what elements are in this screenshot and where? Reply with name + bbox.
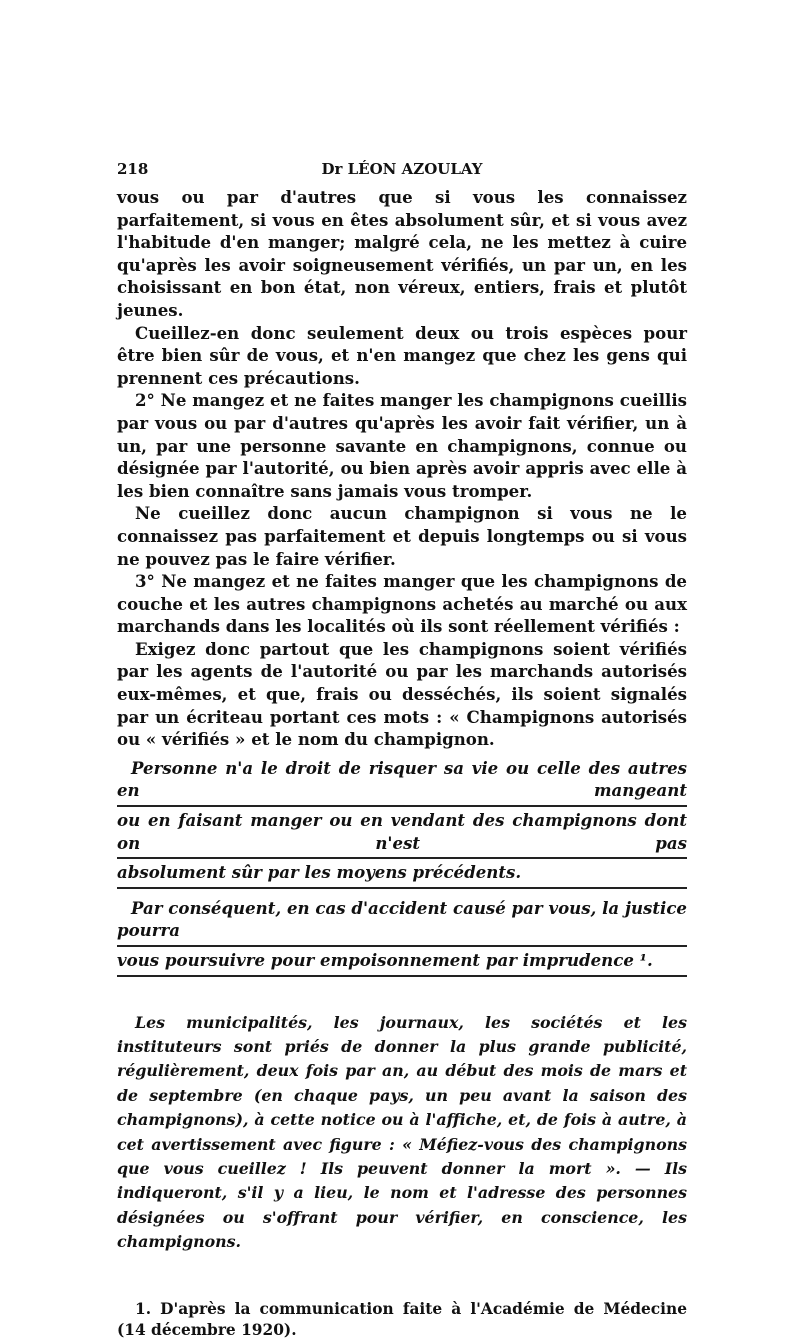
paragraph: Ne cueillez donc aucun champignon si vous ne le connaissez pas parfaitement et depuis longtemps ou si vous ne pouvez pas le faire vérifier.	[117, 503, 687, 569]
paragraph: Exigez donc partout que les champignons soient vérifiés par les agents de l'autorité ou par les marchands autorisés eux-mêmes, et que, frais ou desséchés, ils soient signalés par un écriteau portant ces mots : « Champignons autorisés ou « vérifiés » et le nom du champignon.	[117, 638, 687, 750]
footnote: 1. D'après la communication faite à l'Académie de Médecine (14 décembre 1920).	[117, 1299, 687, 1339]
book-page	[117, 150, 687, 1341]
paragraph-rule-2: 2° Ne mangez et ne faites manger les champignons cueillis par vous ou par d'autres qu'après les avoir fait vérifier, un à un, par une personne savante en champignons, connue ou désignée par l'autorité, ou bien après avoir appris avec elle à les bien connaître sans jamais vous tromper.	[117, 390, 687, 501]
publicity-notice: Les municipalités, les journaux, les sociétés et les instituteurs sont priés de donner la plus grande publicité, régulièrement, deux fois par an, au début des mois de mars et de septembre (en chaque pays, un peu avant la saison des champignons), à cette notice ou à l'affiche, et, de fois à autre, à cet avertissement avec figure : « Méfiez-vous des champignons que vous cueillez ! Ils peuvent donner la mort ». — Ils indiqueront, s'il y a lieu, le nom et l'adresse des personnes désignées ou s'offrant pour vérifier, en conscience, les champignons.	[117, 1012, 687, 1252]
paragraph: Cueillez-en donc seulement deux ou trois espèces pour être bien sûr de vous, et n'en mangez que chez les gens qui prennent ces précautions.	[117, 322, 687, 388]
paragraph-continuation: vous ou par d'autres que si vous les connaissez parfaitement, si vous en êtes absolument sûr, et si vous avez l'habitude d'en manger; malgré cela, ne les mettez à cuire qu'après les avoir soigneusement vérifiés, un par un, en les choisissant en bon état, non véreux, entiers, frais et plutôt jeunes.	[117, 187, 687, 320]
page-header	[117, 150, 687, 180]
warning-line: Personne n'a le droit de risquer sa vie ou celle des autres en mangeant	[117, 755, 687, 807]
page-number: 218	[117, 160, 149, 178]
underlined-warning	[117, 755, 687, 977]
running-title: Dr LÉON AZOULAY	[321, 160, 483, 178]
warning-line: Par conséquent, en cas d'accident causé par vous, la justice pourra	[117, 895, 687, 947]
warning-line: absolument sûr par les moyens précédents.	[117, 859, 687, 889]
paragraph-rule-3: 3° Ne mangez et ne faites manger que les champignons de couche et les autres champignons achetés au marché ou aux marchands dans les localités où ils sont réellement vérifiés :	[117, 571, 687, 637]
warning-block-1	[117, 755, 687, 889]
main-text	[117, 186, 687, 977]
warning-block-2	[117, 895, 687, 977]
warning-line: ou en faisant manger ou en vendant des champignons dont on n'est pas	[117, 807, 687, 859]
warning-line: vous poursuivre pour empoisonnement par imprudence ¹.	[117, 947, 687, 977]
